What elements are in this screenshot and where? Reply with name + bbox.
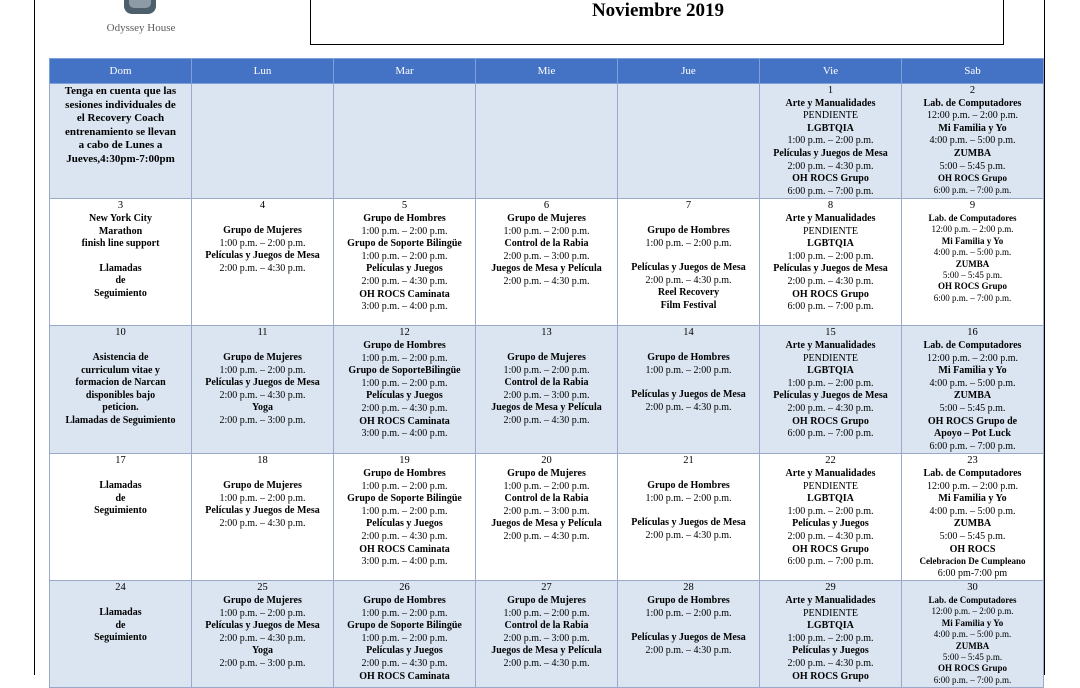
event-time: 1:00 p.m. – 2:00 p.m.	[503, 607, 590, 619]
event-title: Grupo de Mujeres	[507, 351, 586, 363]
event-time: 1:00 p.m. – 2:00 p.m.	[645, 607, 732, 619]
event-time: 6:00 p.m. – 7:00 p.m.	[933, 292, 1012, 303]
event-title: Grupo de Soporte Bilingüe	[347, 620, 462, 632]
event-title: Arte y Manualidades	[785, 212, 876, 224]
event-title: de	[115, 492, 126, 504]
event-time: PENDIENTE	[803, 480, 858, 492]
event-title: LGBTQIA	[807, 493, 854, 505]
event-title: Grupo de Hombres	[647, 594, 730, 606]
day-cell	[476, 84, 618, 199]
day-cell	[50, 84, 192, 199]
event-title: OH ROCS Grupo	[792, 670, 869, 682]
calendar-grid	[49, 58, 1044, 688]
event-title: Mi Familia y Yo	[941, 617, 1004, 628]
day-cell	[618, 326, 760, 454]
event-title: Grupo de Hombres	[363, 594, 446, 606]
event-time: 3:00 p.m. – 4:00 p.m.	[361, 301, 448, 313]
event-time: 2:00 p.m. – 4:30 p.m.	[645, 529, 732, 541]
day-number: 24	[115, 582, 126, 594]
event-title: Arte y Manualidades	[785, 339, 876, 351]
day-cell	[902, 84, 1044, 199]
week-row	[50, 581, 1044, 688]
event-time: 2:00 p.m. – 3:00 p.m.	[503, 250, 590, 262]
day-cell	[334, 326, 476, 454]
day-number: 29	[825, 582, 836, 594]
event-time: 2:00 p.m. – 4:30 p.m.	[219, 389, 306, 401]
day-cell	[902, 326, 1044, 454]
day-cell	[50, 326, 192, 454]
day-number: 25	[257, 582, 268, 594]
event-time: 2:00 p.m. – 4:30 p.m.	[787, 402, 874, 414]
spacer	[477, 340, 616, 352]
day-number: 27	[541, 582, 552, 594]
event-title: Lab. de Computadores	[928, 594, 1017, 605]
weekday-header-lun: Lun	[192, 59, 334, 84]
day-cell	[476, 326, 618, 454]
event-title: Mi Familia y Yo	[938, 493, 1007, 505]
event-title: Reel Recovery	[657, 287, 720, 299]
day-number: 16	[967, 327, 978, 339]
event-title: Lab. de Computadores	[928, 212, 1017, 223]
spacer	[619, 213, 758, 225]
event-title: Grupo de Mujeres	[223, 594, 302, 606]
day-number: 4	[259, 200, 266, 212]
event-title: Grupo de Hombres	[363, 467, 446, 479]
event-time: 2:00 p.m. – 3:00 p.m.	[219, 657, 306, 669]
event-title: Películas y Juegos de Mesa	[205, 250, 320, 262]
event-title: Películas y Juegos	[792, 645, 869, 657]
day-number: 30	[967, 582, 978, 594]
event-time: 6:00 p.m. – 7:00 p.m.	[929, 440, 1016, 452]
event-time: 1:00 p.m. – 2:00 p.m.	[787, 135, 874, 147]
event-time: 1:00 p.m. – 2:00 p.m.	[787, 377, 874, 389]
event-time: 1:00 p.m. – 2:00 p.m.	[361, 377, 448, 389]
event-time: 6:00 p.m. – 7:00 p.m.	[933, 184, 1012, 195]
event-time: 2:00 p.m. – 3:00 p.m.	[219, 414, 306, 426]
event-time: 5:00 – 5:45 p.m.	[939, 530, 1006, 542]
spacer	[51, 595, 190, 607]
spacer	[193, 213, 332, 225]
event-time: 2:00 p.m. – 4:30 p.m.	[219, 262, 306, 274]
day-cell	[334, 581, 476, 688]
day-cell	[760, 199, 902, 326]
event-time: 4:00 p.m. – 5:00 p.m.	[929, 505, 1016, 517]
event-title: Celebracion De Cumpleano	[919, 556, 1026, 567]
event-title: LGBTQIA	[807, 620, 854, 632]
event-title: OH ROCS Caminata	[359, 415, 450, 427]
event-time: 2:00 p.m. – 4:30 p.m.	[787, 160, 874, 172]
week-row	[50, 84, 1044, 199]
day-number: 20	[541, 455, 552, 467]
event-time: 2:00 p.m. – 4:30 p.m.	[645, 644, 732, 656]
event-title: ZUMBA	[953, 390, 992, 402]
event-time: 4:00 p.m. – 5:00 p.m.	[929, 377, 1016, 389]
weekday-header-mie: Mie	[476, 59, 618, 84]
event-time: 1:00 p.m. – 2:00 p.m.	[645, 237, 732, 249]
day-number: 21	[683, 455, 694, 467]
day-cell	[50, 454, 192, 581]
event-title: ZUMBA	[955, 258, 990, 269]
event-time: 1:00 p.m. – 2:00 p.m.	[361, 505, 448, 517]
event-title: Llamadas	[99, 479, 142, 491]
day-number: 10	[115, 327, 126, 339]
event-title: Arte y Manualidades	[785, 97, 876, 109]
event-time: 1:00 p.m. – 2:00 p.m.	[219, 364, 306, 376]
page-title: Noviembre 2019	[591, 0, 725, 21]
day-cell	[760, 84, 902, 199]
event-title: Películas y Juegos de Mesa	[773, 147, 888, 159]
event-title: Películas y Juegos	[366, 390, 443, 402]
event-time: 12:00 p.m. – 2:00 p.m.	[931, 606, 1014, 617]
event-title: OH ROCS Grupo	[792, 173, 869, 185]
event-title: ZUMBA	[953, 518, 992, 530]
event-title: Seguimiento	[94, 287, 147, 299]
day-number: 15	[825, 327, 836, 339]
event-time: PENDIENTE	[803, 225, 858, 237]
event-time: 1:00 p.m. – 2:00 p.m.	[787, 632, 874, 644]
event-title: Películas y Juegos	[792, 518, 869, 530]
day-cell	[192, 454, 334, 581]
event-time: PENDIENTE	[803, 110, 858, 122]
event-title: New York City	[89, 212, 152, 224]
event-time: 2:00 p.m. – 3:00 p.m.	[503, 632, 590, 644]
page-border-left	[34, 0, 35, 675]
event-time: 4:00 p.m. – 5:00 p.m.	[933, 629, 1012, 640]
event-time: 1:00 p.m. – 2:00 p.m.	[645, 492, 732, 504]
event-title: Llamadas	[99, 262, 142, 274]
event-title: Grupo de Soporte Bilingüe	[347, 238, 462, 250]
event-title: Seguimiento	[94, 505, 147, 517]
event-title: Arte y Manualidades	[785, 594, 876, 606]
event-title: peticion.	[102, 402, 139, 414]
event-time: 1:00 p.m. – 2:00 p.m.	[503, 225, 590, 237]
day-number: 26	[399, 582, 410, 594]
day-cell	[334, 199, 476, 326]
event-title: Grupo de Mujeres	[507, 467, 586, 479]
weekday-header-sab: Sab	[902, 59, 1044, 84]
day-cell	[902, 581, 1044, 688]
logo-text: Odyssey House	[106, 22, 176, 34]
event-time: 5:00 – 5:45 p.m.	[939, 402, 1006, 414]
event-time: 2:00 p.m. – 4:30 p.m.	[645, 274, 732, 286]
weekday-header-jue: Jue	[618, 59, 760, 84]
spacer	[619, 340, 758, 352]
day-cell	[334, 84, 476, 199]
weekday-header-row	[50, 59, 1044, 84]
event-title: Grupo de Soporte Bilingüe	[347, 493, 462, 505]
event-time: 1:00 p.m. – 2:00 p.m.	[503, 480, 590, 492]
notice-text: a cabo de Lunes a	[78, 139, 163, 151]
event-title: Películas y Juegos de Mesa	[631, 517, 746, 529]
day-number: 11	[257, 327, 268, 339]
event-title: de	[115, 275, 126, 287]
spacer	[51, 468, 190, 480]
event-title: Juegos de Mesa y Película	[491, 402, 602, 414]
event-title: Control de la Rabia	[504, 377, 589, 389]
event-time: 2:00 p.m. – 4:30 p.m.	[503, 530, 590, 542]
event-title: Lab. de Computadores	[923, 467, 1022, 479]
event-time: 5:00 – 5:45 p.m.	[942, 651, 1003, 662]
event-time: 2:00 p.m. – 4:30 p.m.	[361, 657, 448, 669]
event-title: Juegos de Mesa y Película	[491, 518, 602, 530]
event-title: LGBTQIA	[807, 238, 854, 250]
day-number: 14	[683, 327, 694, 339]
day-number: 23	[967, 455, 978, 467]
notice-text: Jueves,4:30pm-7:00pm	[66, 152, 175, 165]
event-time: 2:00 p.m. – 3:00 p.m.	[503, 389, 590, 401]
day-number: 2	[969, 85, 976, 96]
event-title: Control de la Rabia	[504, 493, 589, 505]
event-title: ZUMBA	[955, 640, 990, 651]
event-time: 2:00 p.m. – 4:30 p.m.	[787, 657, 874, 669]
weekday-header-dom: Dom	[50, 59, 192, 84]
event-title: OH ROCS Grupo de	[927, 415, 1018, 427]
day-number: 19	[399, 455, 410, 467]
event-time: 4:00 p.m. – 5:00 p.m.	[929, 135, 1016, 147]
day-number: 8	[827, 200, 834, 212]
event-time: 2:00 p.m. – 4:30 p.m.	[361, 402, 448, 414]
event-title: Grupo de Hombres	[363, 339, 446, 351]
event-time: 12:00 p.m. – 2:00 p.m.	[926, 480, 1019, 492]
day-number: 28	[683, 582, 694, 594]
weekday-header-vie: Vie	[760, 59, 902, 84]
event-title: OH ROCS Grupo	[937, 281, 1007, 292]
event-title: Lab. de Computadores	[923, 339, 1022, 351]
notice-text: el Recovery Coach	[76, 112, 165, 124]
event-time: 12:00 p.m. – 2:00 p.m.	[926, 352, 1019, 364]
spacer	[51, 340, 190, 352]
day-number: 3	[117, 200, 124, 212]
event-title: formacion de Narcan	[75, 377, 166, 389]
event-time: 2:00 p.m. – 4:30 p.m.	[219, 632, 306, 644]
event-time: 1:00 p.m. – 2:00 p.m.	[787, 505, 874, 517]
event-time: PENDIENTE	[803, 607, 858, 619]
event-title: Film Festival	[660, 299, 717, 311]
day-cell	[50, 199, 192, 326]
event-time: 5:00 – 5:45 p.m.	[942, 269, 1003, 280]
event-title: Películas y Juegos de Mesa	[631, 262, 746, 274]
event-time: 6:00 p.m. – 7:00 p.m.	[787, 556, 874, 568]
event-title: Juegos de Mesa y Película	[491, 263, 602, 275]
event-title: Control de la Rabia	[504, 238, 589, 250]
event-title: OH ROCS	[949, 543, 996, 555]
logo-icon	[124, 0, 156, 14]
event-title: OH ROCS Caminata	[359, 670, 450, 682]
spacer	[51, 251, 190, 263]
event-time: 2:00 p.m. – 4:30 p.m.	[361, 530, 448, 542]
day-number: 7	[685, 200, 692, 212]
day-number: 5	[401, 200, 408, 212]
event-time: 1:00 p.m. – 2:00 p.m.	[361, 480, 448, 492]
event-time: 6:00 p.m. – 7:00 p.m.	[787, 428, 874, 440]
week-row	[50, 199, 1044, 326]
event-title: curriculum vitae y	[81, 364, 160, 376]
day-cell	[476, 454, 618, 581]
event-time: 1:00 p.m. – 2:00 p.m.	[361, 225, 448, 237]
event-time: 1:00 p.m. – 2:00 p.m.	[219, 237, 306, 249]
event-title: Películas y Juegos	[366, 645, 443, 657]
day-cell	[192, 199, 334, 326]
event-title: OH ROCS Grupo	[792, 543, 869, 555]
event-title: Grupo de SoporteBilingüe	[348, 365, 461, 377]
spacer	[619, 468, 758, 480]
week-row	[50, 326, 1044, 454]
event-time: 5:00 – 5:45 p.m.	[939, 160, 1006, 172]
event-time: 2:00 p.m. – 4:30 p.m.	[787, 530, 874, 542]
event-title: Películas y Juegos de Mesa	[205, 505, 320, 517]
event-title: OH ROCS Grupo	[792, 288, 869, 300]
event-time: 1:00 p.m. – 2:00 p.m.	[361, 352, 448, 364]
event-time: 2:00 p.m. – 3:00 p.m.	[503, 505, 590, 517]
day-number: 6	[543, 200, 550, 212]
event-title: Arte y Manualidades	[785, 467, 876, 479]
event-time: PENDIENTE	[803, 352, 858, 364]
event-time: 1:00 p.m. – 2:00 p.m.	[503, 364, 590, 376]
event-time: 6:00 pm-7:00 pm	[937, 567, 1008, 579]
day-cell	[618, 454, 760, 581]
event-time: 2:00 p.m. – 4:30 p.m.	[787, 275, 874, 287]
day-cell	[476, 199, 618, 326]
spacer	[619, 505, 758, 517]
day-number: 9	[969, 200, 976, 212]
event-time: 3:00 p.m. – 4:00 p.m.	[361, 556, 448, 568]
notice-text: entrenamiento se llevan	[64, 125, 176, 138]
odyssey-house-logo	[96, 0, 186, 40]
event-time: 1:00 p.m. – 2:00 p.m.	[361, 250, 448, 262]
event-title: Asistencia de	[92, 351, 149, 363]
day-number: 13	[541, 327, 552, 339]
event-title: disponibles bajo	[85, 389, 156, 401]
notice-text: sesiones individuales de	[65, 98, 176, 111]
event-title: Apoyo – Pot Luck	[934, 428, 1011, 440]
event-time: 12:00 p.m. – 2:00 p.m.	[926, 110, 1019, 122]
day-cell	[334, 454, 476, 581]
event-time: 2:00 p.m. – 4:30 p.m.	[361, 275, 448, 287]
event-title: LGBTQIA	[807, 122, 854, 134]
day-cell	[618, 199, 760, 326]
event-title: Películas y Juegos de Mesa	[205, 377, 320, 389]
day-cell	[760, 326, 902, 454]
event-title: Grupo de Hombres	[647, 351, 730, 363]
event-title: Grupo de Mujeres	[507, 594, 586, 606]
event-title: Yoga	[251, 402, 274, 414]
day-cell	[618, 84, 760, 199]
event-title: Lab. de Computadores	[923, 97, 1022, 109]
event-time: 2:00 p.m. – 4:30 p.m.	[503, 414, 590, 426]
event-title: Grupo de Hombres	[647, 224, 730, 236]
event-title: Películas y Juegos de Mesa	[205, 620, 320, 632]
event-title: Control de la Rabia	[504, 620, 589, 632]
day-cell	[476, 581, 618, 688]
spacer	[619, 620, 758, 632]
event-title: Películas y Juegos de Mesa	[631, 389, 746, 401]
event-time: 2:00 p.m. – 4:30 p.m.	[219, 517, 306, 529]
day-number: 17	[115, 455, 126, 467]
event-title: Películas y Juegos	[366, 518, 443, 530]
event-time: 2:00 p.m. – 4:30 p.m.	[645, 401, 732, 413]
event-title: Mi Familia y Yo	[941, 235, 1004, 246]
event-title: Juegos de Mesa y Película	[491, 645, 602, 657]
day-number: 22	[825, 455, 836, 467]
event-time: 6:00 p.m. – 7:00 p.m.	[787, 185, 874, 197]
event-title: Llamadas	[99, 606, 142, 618]
event-title: Marathon	[98, 225, 143, 237]
event-time: 1:00 p.m. – 2:00 p.m.	[219, 492, 306, 504]
day-cell	[760, 454, 902, 581]
day-cell	[50, 581, 192, 688]
spacer	[619, 377, 758, 389]
day-number: 18	[257, 455, 268, 467]
event-title: Grupo de Hombres	[647, 479, 730, 491]
day-cell	[902, 199, 1044, 326]
event-title: Grupo de Mujeres	[223, 351, 302, 363]
day-cell	[192, 84, 334, 199]
day-cell	[192, 581, 334, 688]
event-time: 6:00 p.m. – 7:00 p.m.	[787, 301, 874, 313]
event-time: 1:00 p.m. – 2:00 p.m.	[645, 364, 732, 376]
event-title: Películas y Juegos de Mesa	[773, 263, 888, 275]
day-cell	[192, 326, 334, 454]
event-title: Películas y Juegos	[366, 263, 443, 275]
spacer	[619, 250, 758, 262]
notice-text: Tenga en cuenta que las	[64, 85, 177, 97]
event-title: Mi Familia y Yo	[938, 365, 1007, 377]
event-title: Películas y Juegos de Mesa	[631, 632, 746, 644]
event-time: 1:00 p.m. – 2:00 p.m.	[787, 250, 874, 262]
event-title: Grupo de Hombres	[363, 212, 446, 224]
event-title: OH ROCS Caminata	[359, 543, 450, 555]
week-row	[50, 454, 1044, 581]
event-time: 1:00 p.m. – 2:00 p.m.	[361, 607, 448, 619]
event-time: 1:00 p.m. – 2:00 p.m.	[219, 607, 306, 619]
spacer	[193, 340, 332, 352]
event-title: Yoga	[251, 645, 274, 657]
event-title: Llamadas de Seguimiento	[65, 414, 176, 426]
event-title: LGBTQIA	[807, 365, 854, 377]
event-time: 6:00 p.m. – 7:00 p.m.	[933, 674, 1012, 685]
event-time: 4:00 p.m. – 5:00 p.m.	[933, 247, 1012, 258]
title-box	[310, 0, 1004, 45]
event-title: finish line support	[81, 238, 160, 250]
day-cell	[618, 581, 760, 688]
event-time: 1:00 p.m. – 2:00 p.m.	[361, 632, 448, 644]
event-title: OH ROCS Grupo	[792, 415, 869, 427]
event-time: 2:00 p.m. – 4:30 p.m.	[503, 275, 590, 287]
spacer	[193, 468, 332, 480]
page-border-right	[1044, 0, 1045, 675]
day-cell	[760, 581, 902, 688]
event-title: Películas y Juegos de Mesa	[773, 390, 888, 402]
day-number: 1	[827, 85, 834, 96]
event-title: Grupo de Mujeres	[223, 479, 302, 491]
event-title: Grupo de Mujeres	[507, 212, 586, 224]
day-cell	[902, 454, 1044, 581]
event-title: OH ROCS Caminata	[359, 288, 450, 300]
event-title: de	[115, 619, 126, 631]
event-time: 3:00 p.m. – 4:00 p.m.	[361, 428, 448, 440]
event-title: Grupo de Mujeres	[223, 224, 302, 236]
event-title: OH ROCS Grupo	[937, 173, 1007, 184]
event-time: 2:00 p.m. – 4:30 p.m.	[503, 657, 590, 669]
day-number: 12	[399, 327, 410, 339]
event-title: OH ROCS Grupo	[937, 663, 1007, 674]
event-title: Mi Familia y Yo	[938, 122, 1007, 134]
event-title: Seguimiento	[94, 632, 147, 644]
event-title: ZUMBA	[953, 147, 992, 159]
weekday-header-mar: Mar	[334, 59, 476, 84]
event-time: 12:00 p.m. – 2:00 p.m.	[931, 224, 1014, 235]
